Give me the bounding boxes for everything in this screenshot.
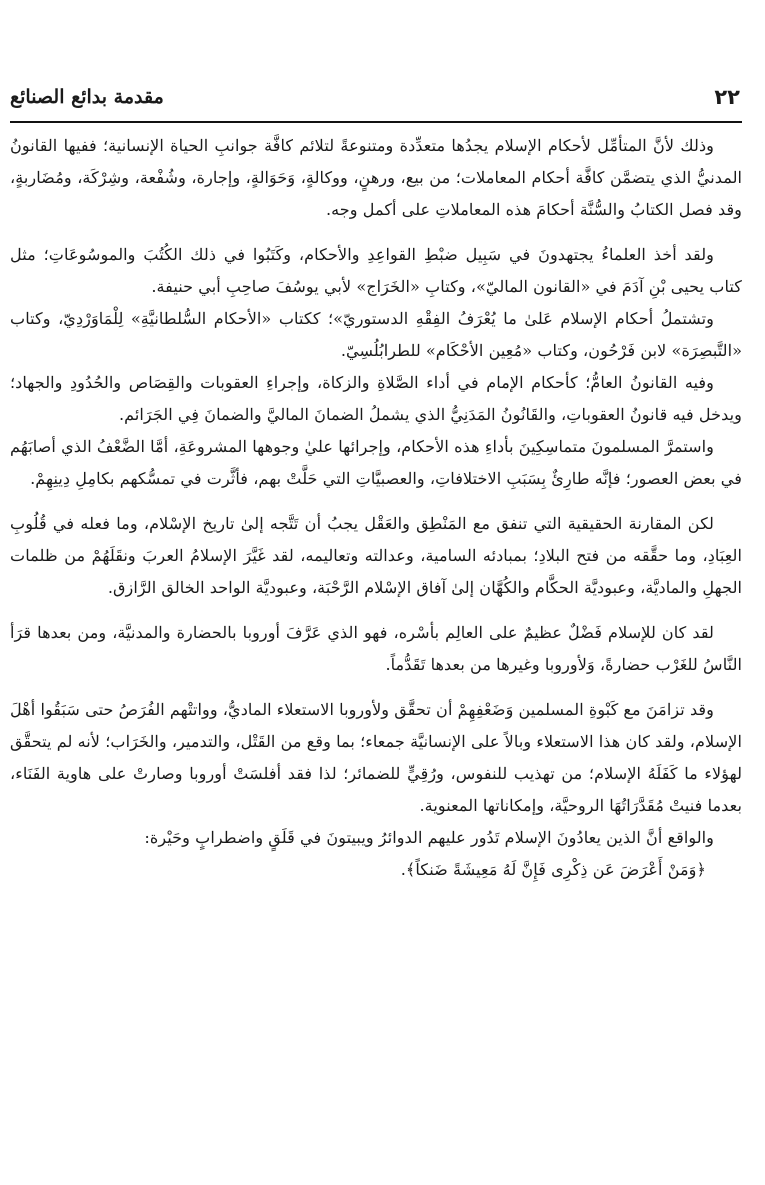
paragraph: وفيه القانونُ العامُّ؛ كأحكام الإمام في أداء الصَّلاةِ والزكاة، وإجراءِ العقوبات والقِصَاص والحُدُودِ والجهاد؛ ويدخل فيه قانونُ العقوباتِ، والقَانُونُ المَدَنِيُّ الذي يشملُ الضمانَ الماليَّ والضمانَ فِي الجَرَائم. [10, 373, 742, 424]
paragraph: واستمرَّ المسلمونَ متماسِكِينَ بأداءِ هذه الأحكام، وإجرائها عليٰ وجوهها المشروعَةِ، أمَّا الضَّعْفُ الذي أصابَهُم في بعض العصور؛ فإنَّه طارِئٌ بِسَبَبِ الاختلافاتِ، والعصبيَّاتِ التي حَلَّتْ بهم، فأثَّرت في تمسُّكهم بكامِلِ دِينِهِمْ. [10, 437, 742, 488]
running-header [10, 80, 740, 110]
quran-verse: ﴿وَمَنْ أَعْرَضَ عَن ذِكْرِى فَإِنَّ لَهُ مَعِيشَةً ضَنكاً﴾. [400, 860, 706, 879]
running-title: مقدمة بدائع الصنائع [10, 86, 164, 108]
paragraph: ولقد أخذ العلماءُ يجتهدونَ في سَبِيل ضبْطِ القواعِدِ والأحكام، وكَتَبُوا في ذلك الكُتُبَ والموسُوعَاتِ؛ مثل كتاب يحيى بْنِ آدَمَ في «القانون الماليّ»، وكتابِ «الخَرَاج» لأبي يوسُفَ صاحِبِ أبي حنيفة. [10, 245, 742, 296]
paragraph: لكن المقارنة الحقيقية التي تنفق مع المَنْطِق والعَقْل يجبُ أن تَتَّجه إلىٰ تاريخ الإسْلام، وما فعله في قُلُوبِ العِبَادِ، وما حقَّقه من فتح البلادِ؛ بمبادئه السامية، وعدالته وتعاليمه، لقد غَيَّرَ الإسلامُ العربَ ونقَلَهُمْ من ظلمات الجهلِ والماديَّة، وعبوديَّة الحكَّام والكُهَّان إلىٰ آفاق الإسْلام الرَّحْبَة، وعبوديَّة الواحد الخالق الرَّازق. [10, 514, 742, 597]
paragraph: لقد كان للإسلام فَضْلٌ عظيمٌ على العالِم بأسْره، فهو الذي عَرَّفَ أوروبا بالحضارة والمدنيَّة، ومن بعدها قرَأ النَّاسُ للغَرْب حضارةً، وَلأوروبا وغيرها من بعدها تَقَدُّماً. [10, 623, 742, 674]
paragraph: والواقع أنَّ الذين يعادُونَ الإسلام تَدُور عليهم الدوائرُ ويبيتونَ في قَلَقٍ واضطرابٍ وحَيْرة: [144, 828, 714, 847]
paragraph: وتشتملُ أحكام الإسلام عَلىٰ ما يُعْرَفُ الفِقْهِ الدستوريّ»؛ ككتاب «الأحكام السُّلطانيَّةِ» لِلْمَاوَرْدِيّ، وكتاب «التَّبصِرَة» لابن فَرْحُون، وكتاب «مُعِين الأحْكَام» للطرابُلُسِيّ. [10, 309, 742, 360]
header-rule [10, 121, 742, 123]
paragraph: وذلك لأنَّ المتأمِّل لأحكام الإسلام يجدُها متعدِّدة ومتنوعةً لتلائم كافَّة جوانبِ الحياة الإنسانية؛ ففيها القانونُ المدنيُّ الذي يتضمَّن كافَّة أحكام المعاملات؛ من بيع، ورهنٍ، ووكالةٍ، وَحَوَالةٍ، وإجارة، وشُفْعة، وشِرْكَة، ومُضَاربةٍ، وقد فصل الكتابُ والسُّنَّة أحكامَ هذه المعاملاتِ على أكمل وجه. [10, 136, 742, 219]
body-text [10, 130, 742, 886]
paragraph: وقد تزامَنَ مع كَبْوةِ المسلمين وَضَعْفِهِمْ أن تحقَّق ولأوروبا الاستعلاء الماديُّ، وواتتْهم الفُرَصُ حتى سَبَقُوا أهْلَ الإسلام، ولقد كان هذا الاستعلاء وبالاً على الإنسانيَّة جمعاء؛ بما وقع من القَتْل، والتدمير، والخَرَاب؛ لأنه لم يتحقَّق لهؤلاء ما كَفَلَهُ الإسلام؛ من تهذيب للنفوس، ورُقِيٍّ للضمائر؛ لذا فقد أفلسَتْ أوروبا وصارتْ على هاوية الفَنَاء، بعدما فنيتْ مُقَدَّرَاتُهَا الروحيَّة، وإمكاناتها المعنوية. [10, 700, 742, 815]
page-number: ٢٢ [714, 85, 740, 109]
